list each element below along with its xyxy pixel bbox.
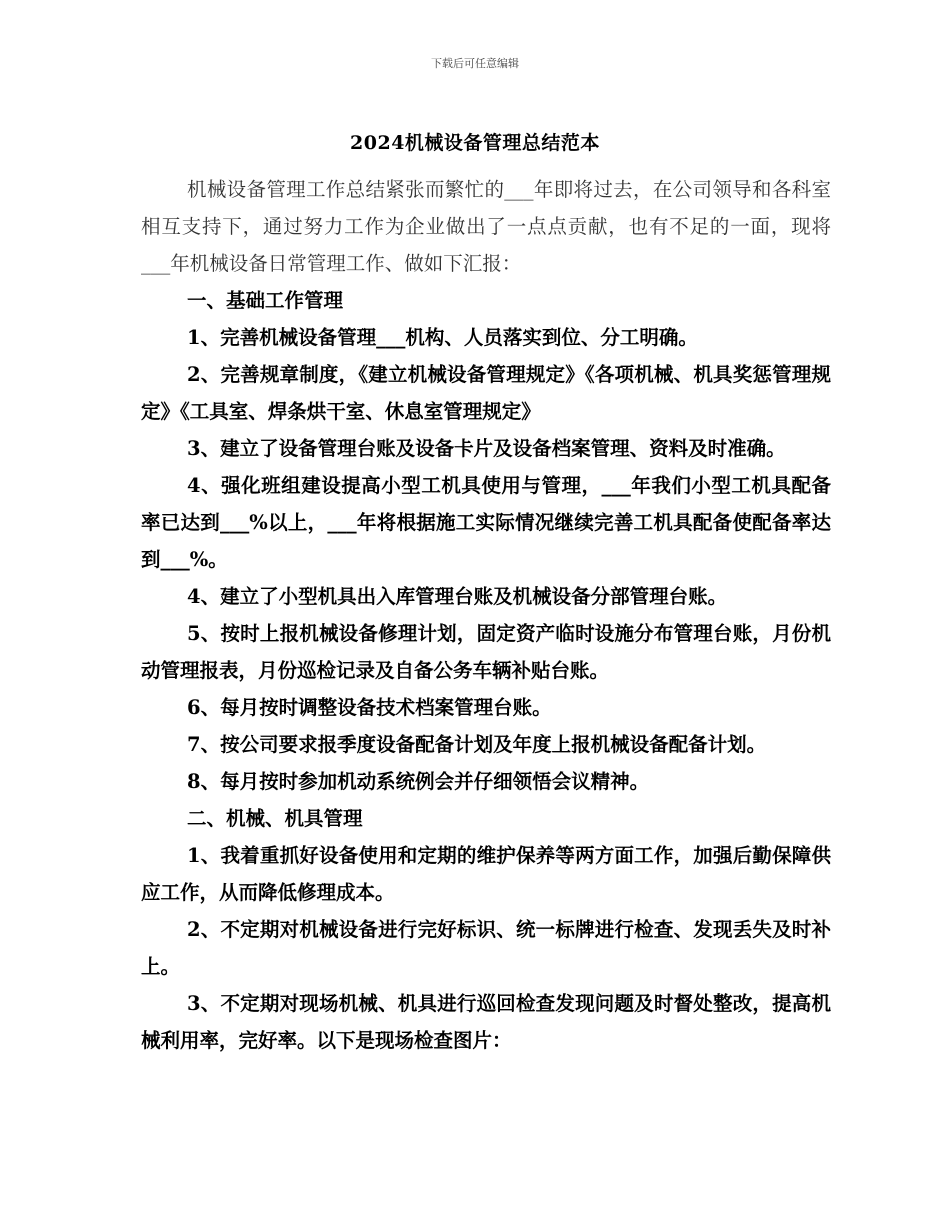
paragraph: 5、按时上报机械设备修理计划，固定资产临时设施分布管理台账，月份机动管理报表，月份巡检记录及自备公务车辆补贴台账。 [141,622,831,682]
section-heading-basic-management: 一、基础工作管理 [187,289,344,312]
paragraph: 3、不定期对现场机械、机具进行巡回检查发现问题及时督处整改，提高机械利用率，完好率。以下是现场检查图片： [141,992,831,1052]
document-body [141,171,831,1059]
paragraph: 1、我着重抓好设备使用和定期的维护保养等两方面工作，加强后勤保障供应工作，从而降低修理成本。 [141,844,831,904]
paragraph: 2、不定期对机械设备进行完好标识、统一标牌进行检查、发现丢失及时补上。 [141,918,831,978]
document-title: 2024机械设备管理总结范本 [350,132,600,154]
paragraph: 8、每月按时参加机动系统例会并仔细领悟会议精神。 [187,770,650,793]
paragraph: 1、完善机械设备管理___机构、人员落实到位、分工明确。 [187,326,698,349]
header-note: 下载后可任意编辑 [431,57,519,70]
section-heading-machinery-management: 二、机械、机具管理 [187,807,363,830]
intro-paragraph: 机械设备管理工作总结紧张而繁忙的___年即将过去，在公司领导和各科室相互支持下，通过努力工作为企业做出了一点点贡献，也有不足的一面，现将___年机械设备日常管理工作、做如下汇报： [141,178,831,275]
paragraph: 2、完善规章制度，《建立机械设备管理规定》《各项机械、机具奖惩管理规定》《工具室、焊条烘干室、休息室管理规定》 [141,363,831,423]
paragraph: 3、建立了设备管理台账及设备卡片及设备档案管理、资料及时准确。 [187,437,786,460]
paragraph: 4、强化班组建设提高小型工机具使用与管理，___年我们小型工机具配备率已达到___%以上，___年将根据施工实际情况继续完善工机具配备使配备率达到___%。 [141,474,831,571]
paragraph: 6、每月按时调整设备技术档案管理台账。 [187,696,552,719]
paragraph: 4、建立了小型机具出入库管理台账及机械设备分部管理台账。 [187,585,728,608]
paragraph: 7、按公司要求报季度设备配备计划及年度上报机械设备配备计划。 [187,733,767,756]
